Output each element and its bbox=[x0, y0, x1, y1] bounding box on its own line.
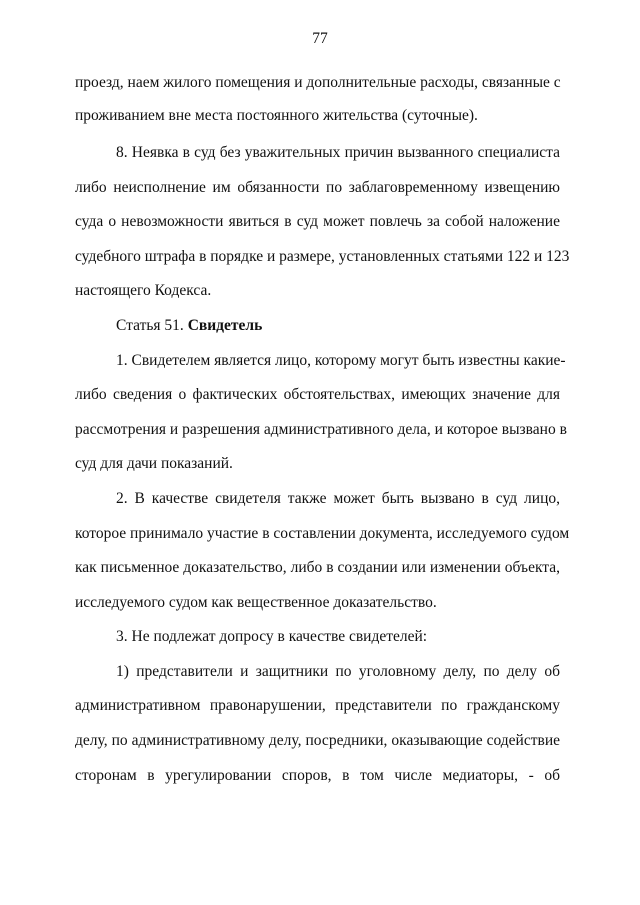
text-line: настоящего Кодекса. bbox=[75, 282, 212, 299]
text-line: суда о невозможности явиться в суд может повлечь за собой наложение bbox=[75, 213, 560, 230]
text-line: исследуемого судом как вещественное доказательство. bbox=[75, 594, 437, 611]
article-heading bbox=[116, 316, 560, 336]
text-line: которое принимало участие в составлении документа, исследуемого судом bbox=[75, 525, 570, 542]
text-line: судебного штрафа в порядке и размере, установленных статьями 122 и 123 bbox=[75, 248, 570, 265]
text-line: делу, по административному делу, посредники, оказывающие содействие bbox=[75, 732, 560, 749]
text-line: либо неисполнение им обязанности по заблаговременному извещению bbox=[75, 179, 560, 196]
text-line: проживанием вне места постоянного жительства (суточные). bbox=[75, 107, 478, 124]
text-line: рассмотрения и разрешения административного дела, и которое вызвано в bbox=[75, 421, 567, 438]
text-line: 1. Свидетелем является лицо, которому могут быть известны какие- bbox=[116, 352, 566, 369]
page-number: 77 bbox=[312, 30, 328, 47]
text-line: 2. В качестве свидетеля также может быть вызвано в суд лицо, bbox=[116, 490, 560, 507]
text-line: 8. Неявка в суд без уважительных причин вызванного специалиста bbox=[116, 144, 560, 161]
text-line: административном правонарушении, представители по гражданскому bbox=[75, 697, 560, 714]
text-line: как письменное доказательство, либо в создании или изменении объекта, bbox=[75, 559, 560, 576]
article-number: Статья 51. bbox=[116, 317, 184, 334]
text-line: либо сведения о фактических обстоятельствах, имеющих значение для bbox=[75, 386, 560, 403]
text-line: сторонам в урегулировании споров, в том числе медиаторы, - об bbox=[75, 767, 560, 784]
text-line: проезд, наем жилого помещения и дополнительные расходы, связанные с bbox=[75, 74, 561, 91]
text-line: 1) представители и защитники по уголовному делу, по делу об bbox=[116, 663, 560, 680]
text-line: суд для дачи показаний. bbox=[75, 455, 233, 472]
article-title: Свидетель bbox=[187, 317, 263, 334]
text-line: 3. Не подлежат допросу в качестве свидетелей: bbox=[116, 628, 428, 645]
